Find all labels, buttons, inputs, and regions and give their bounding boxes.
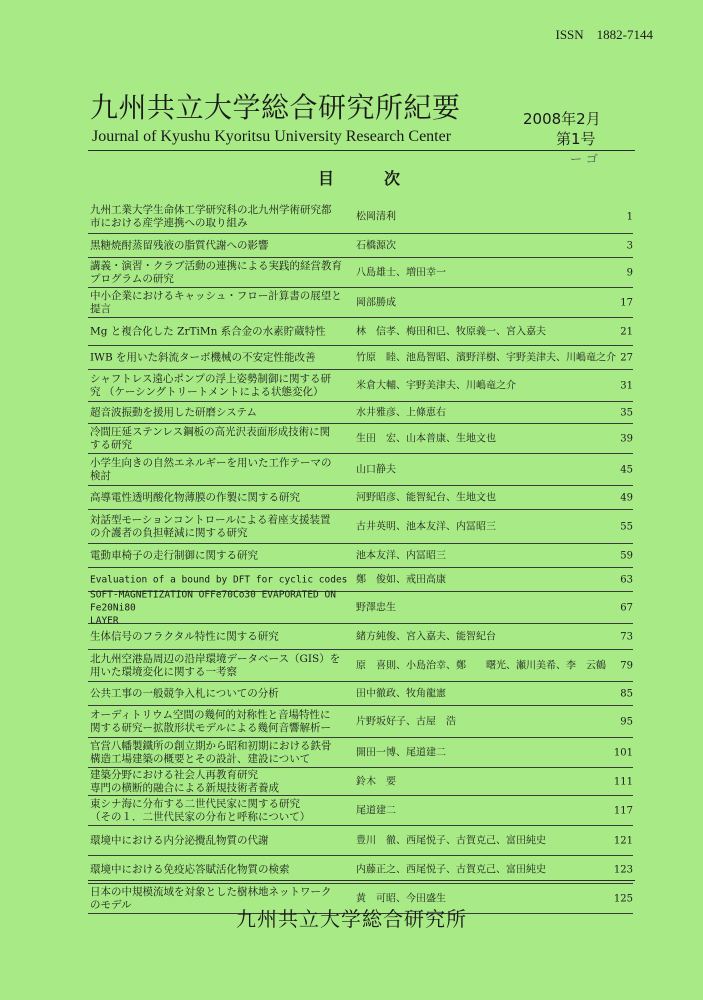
- toc-entry: [88, 486, 633, 510]
- toc-entry-authors: 岡部勝成: [356, 297, 396, 308]
- toc-entry-title: 高導電性透明酸化物薄膜の作製に関する研究: [90, 491, 300, 503]
- toc-entry: [88, 318, 633, 346]
- toc-entry-page: 95: [620, 716, 633, 727]
- toc-entry-page: 111: [613, 776, 633, 787]
- toc-entry: [88, 402, 633, 424]
- toc-entry-page: 1: [626, 211, 633, 222]
- publication-date: 2008年2月: [523, 110, 601, 128]
- toc-entry-authors: 生田 宏、山本普康、生地文也: [356, 433, 496, 444]
- toc-entry: [88, 424, 633, 454]
- toc-entry-title: 環境中における免疫応答賦活化物質の検索: [90, 863, 290, 875]
- toc-entry-authors: 古井英明、池本友洋、内冨昭三: [356, 521, 496, 532]
- toc-entry: [88, 624, 633, 650]
- toc-entry-title: 建築分野における社会人再教育研究 専門の横断的融合による新規技術者養成: [90, 768, 279, 794]
- toc-entry-authors: 開田一博、尾道建二: [356, 747, 446, 758]
- header-rule: [88, 150, 635, 151]
- toc-entry-title: 黒糖焼酎蒸留残液の脂質代謝への影響: [90, 239, 269, 251]
- toc-entry-authors: 水井雅彦、上條恵右: [356, 407, 446, 418]
- toc-entry-page: 17: [620, 297, 633, 308]
- toc-entry-page: 3: [626, 240, 633, 251]
- toc-entry: [88, 589, 633, 626]
- journal-title-english: Journal of Kyushu Kyoritsu University Research Center: [92, 128, 452, 145]
- toc-entry: [88, 288, 633, 318]
- toc-entry-authors: 豊川 徹、西尾悦子、古賀克己、富田純史: [356, 835, 546, 846]
- toc-entry-authors: 鄭 俊如、戒田高康: [356, 574, 446, 585]
- toc-entry-page: 73: [620, 631, 633, 642]
- toc-entry-authors: 池本友洋、内冨昭三: [356, 550, 446, 561]
- toc-entry-page: 101: [613, 747, 633, 758]
- toc-entry-page: 55: [620, 521, 633, 532]
- toc-entry-authors: 緒方純俊、宮入嘉夫、能智紀台: [356, 631, 496, 642]
- toc-entry: [88, 544, 633, 568]
- toc-entry-title: シャフトレス遠心ポンプの浮上姿勢制御に関する研 究 （ケーシングトリートメントによる状態変化）: [90, 372, 331, 398]
- toc-entry: [88, 200, 633, 234]
- toc-entry-title: 生体信号のフラクタル特性に関する研究: [90, 630, 279, 642]
- toc-entry: [88, 258, 633, 288]
- toc-entry: [88, 370, 633, 402]
- toc-entry-title: 官営八幡製鐵所の創立期から昭和初期における鉄骨 構造工場建築の概要とその設計、建設について: [90, 739, 332, 765]
- toc-entry-page: 35: [620, 407, 633, 418]
- toc-entry: [88, 346, 633, 370]
- toc-entry-title: 冷間圧延ステンレス鋼板の高光沢表面形成技術に関 する研究: [90, 425, 331, 451]
- toc-entry-authors: 内藤正之、西尾悦子、古賀克己、富田純史: [356, 864, 546, 875]
- toc-entry-page: 31: [620, 380, 633, 391]
- toc-entry-page: 63: [620, 574, 633, 585]
- toc-entry: [88, 234, 633, 258]
- toc-entry-authors: 尾道建二: [356, 805, 396, 816]
- toc-entry-authors: 八島雄士、増田幸一: [356, 267, 446, 278]
- issn-number: ISSN 1882-7144: [555, 27, 653, 42]
- footer-rule: [88, 880, 635, 881]
- toc-entry-authors: 鈴木 要: [356, 776, 396, 787]
- toc-entry-authors: 河野昭彦、能智紀台、生地文也: [356, 492, 496, 503]
- journal-title-japanese: 九州共立大学総合研究所紀要: [90, 91, 461, 124]
- toc-entry-page: 67: [620, 602, 633, 613]
- toc-entry-authors: 原 喜則、小島治幸、鄭 曙光、瀬川美希、李 云鶴: [356, 660, 606, 671]
- toc-entry-page: 9: [626, 267, 633, 278]
- toc-entry-page: 123: [613, 864, 633, 875]
- toc-entry-page: 121: [613, 835, 633, 846]
- toc-entry-page: 117: [613, 805, 633, 816]
- toc-entry-page: 39: [620, 433, 633, 444]
- toc-entry: [88, 796, 633, 826]
- toc-entry-page: 27: [620, 352, 633, 363]
- toc-entry-authors: 石橋源次: [356, 240, 396, 251]
- toc-entry-title: 対話型モーションコントロールによる着座支援装置 の介護者の負担軽減に関する研究: [90, 513, 331, 539]
- toc-entry-page: 85: [620, 688, 633, 699]
- toc-entry-authors: 野澤忠生: [356, 602, 396, 613]
- toc-entry-title: 小学生向きの自然エネルギーを用いた工作テーマの 検討: [90, 456, 332, 482]
- toc-entry: [88, 826, 633, 856]
- toc-entry-page: 59: [620, 550, 633, 561]
- toc-entry-title: オーディトリウム空間の幾何的対称性と音場特性に 関する研究ー拡散形状モデルによる幾何音響解析ー: [90, 708, 331, 734]
- issue-number: 第1号: [556, 130, 596, 148]
- toc-entry: [88, 454, 633, 486]
- toc-entry-title: 中小企業におけるキャッシュ・フロー計算書の展望と 提言: [90, 289, 342, 315]
- toc-entry: [88, 650, 633, 682]
- toc-entry-title: Mg と複合化した ZrTiMn 系合金の水素貯蔵特性: [90, 325, 326, 337]
- toc-entry-title: Evaluation of a bound by DFT for cyclic codes: [90, 574, 348, 585]
- toc-entry-title: IWB を用いた斜流ターボ機械の不安定性能改善: [90, 351, 316, 363]
- toc-entry-authors: 山口静夫: [356, 464, 396, 475]
- publisher-name: 九州共立大学総合研究所: [236, 907, 467, 931]
- table-of-contents: [88, 200, 633, 914]
- toc-entry: [88, 738, 633, 768]
- toc-entry-authors: 田中徹政、牧角龍憲: [356, 688, 446, 699]
- toc-entry-page: 45: [620, 464, 633, 475]
- toc-entry: [88, 768, 633, 796]
- toc-entry-authors: 竹原 睦、池島智昭、濱野洋樹、宇野美津夫、川嶋竜之介: [356, 352, 616, 363]
- toc-entry-title: 公共工事の一般競争入札についての分析: [90, 687, 279, 699]
- toc-entry-title: SOFT-MAGNETIZATION OFFe70Co30 EVAPORATED ON Fe20Ni80 LAYER: [90, 589, 336, 626]
- toc-entry-page: 49: [620, 492, 633, 503]
- toc-entry-authors: 松岡清利: [356, 211, 396, 222]
- toc-entry-authors: 米倉大輔、宇野美津夫、川嶋竜之介: [356, 380, 516, 391]
- toc-entry-title: 電動車椅子の走行制御に関する研究: [90, 549, 258, 561]
- handwritten-mark: ー ゴ: [570, 152, 598, 166]
- toc-entry-title: 日本の中規模流域を対象とした樹林地ネットワーク のモデル: [90, 885, 332, 911]
- toc-entry: [88, 706, 633, 738]
- toc-entry-page: 79: [620, 660, 633, 671]
- toc-entry: [88, 682, 633, 706]
- toc-entry-page: 125: [613, 893, 633, 904]
- toc-entry-title: 環境中における内分泌攪乱物質の代謝: [90, 834, 269, 846]
- toc-entry: [88, 510, 633, 544]
- toc-entry-authors: 黄 可昭、今田盛生: [356, 893, 446, 904]
- toc-entry-authors: 林 信孝、梅田和巳、牧原義一、宮入嘉夫: [356, 326, 546, 337]
- toc-entry-page: 21: [620, 326, 633, 337]
- toc-entry-authors: 片野坂好子、古屋 浩: [356, 716, 456, 727]
- toc-entry-title: 九州工業大学生命体工学研究科の北九州学術研究都 市における産学連携への取り組み: [90, 203, 332, 229]
- toc-entry-title: 超音波振動を援用した研磨システム: [90, 406, 257, 418]
- toc-entry-title: 北九州空港島周辺の沿岸環境データベース（GIS）を 用いた環境変化に関する一考察: [90, 652, 341, 678]
- toc-entry-title: 講義・演習・クラブ活動の連携による実践的経営教育 プログラムの研究: [90, 259, 342, 285]
- toc-entry-title: 東シナ海に分布する二世代民家に関する研究 （その１．二世代民家の分布と呼称について）: [90, 797, 311, 823]
- toc-heading: 目次: [318, 169, 451, 188]
